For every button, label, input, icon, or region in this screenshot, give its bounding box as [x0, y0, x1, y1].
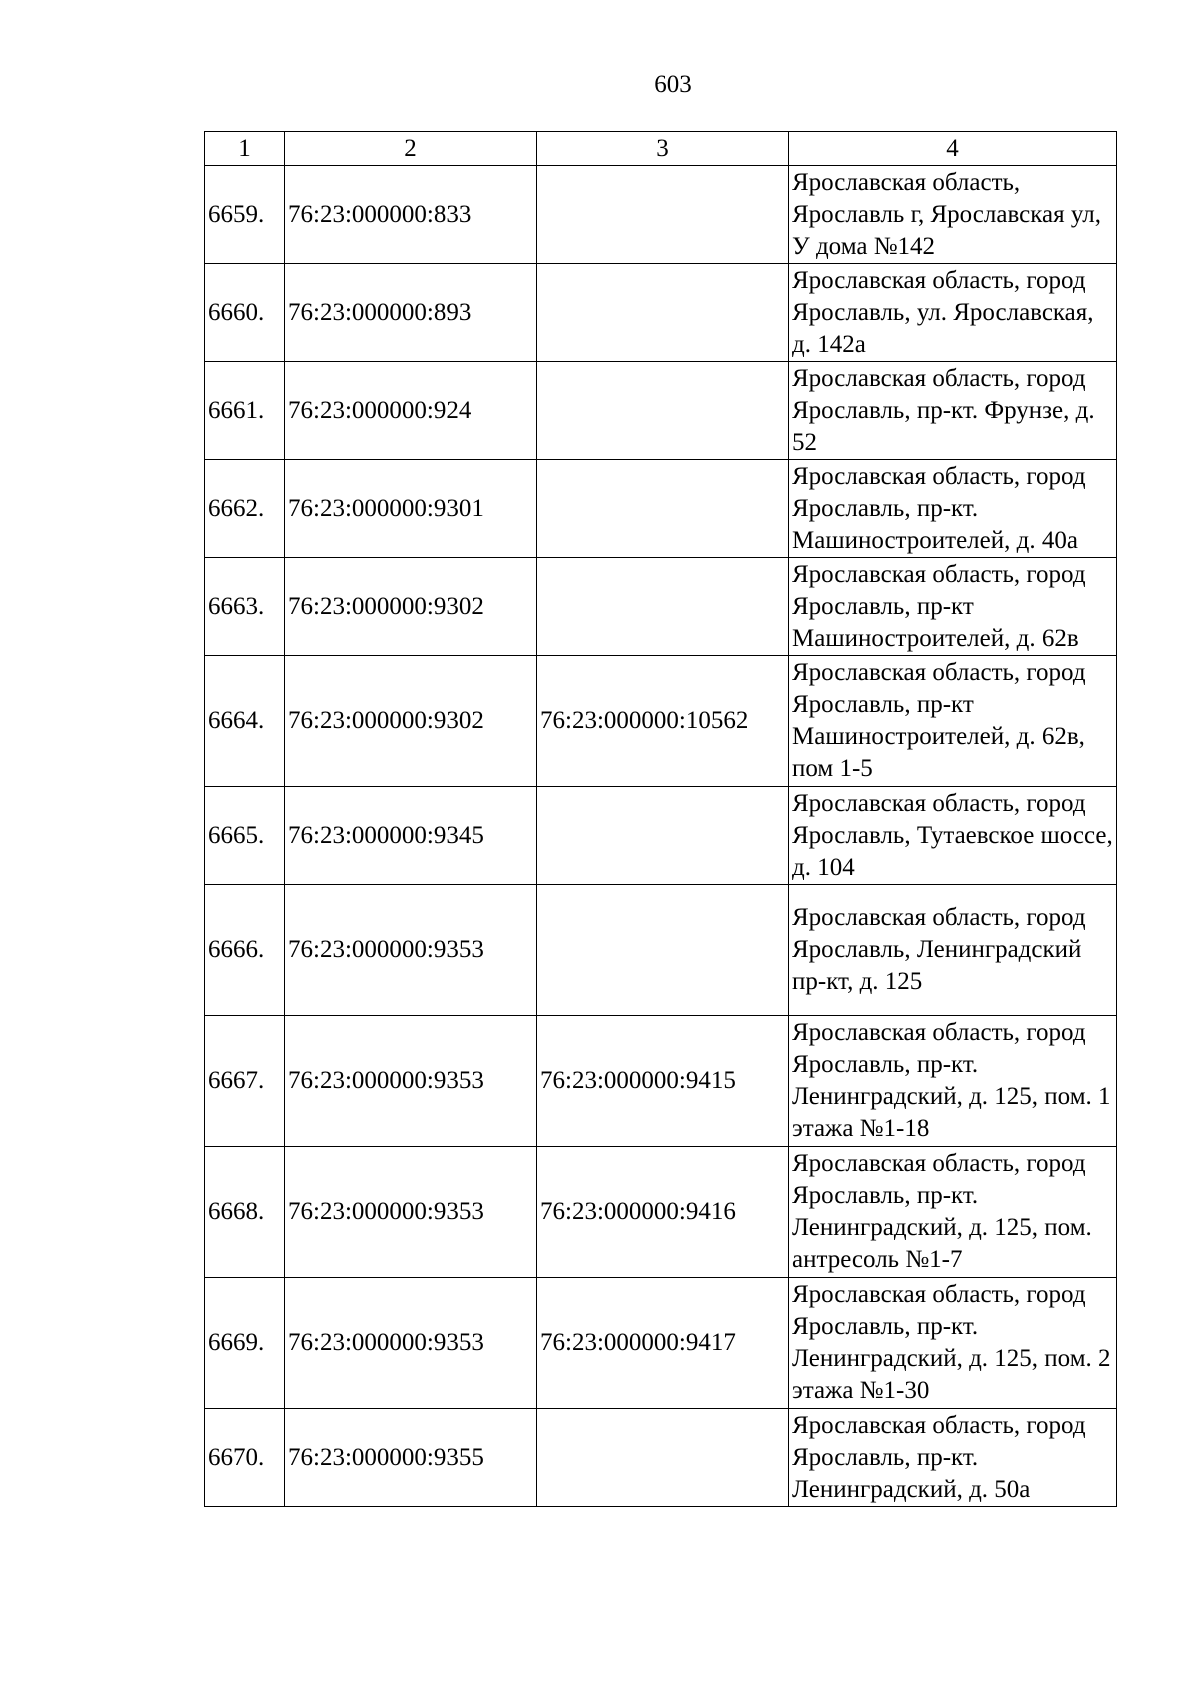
- cadastral-number-cell: 76:23:000000:833: [285, 166, 537, 264]
- header-row: [205, 132, 1117, 166]
- table-row: [205, 1016, 1117, 1147]
- address-cell: Ярославская область, город Ярославль, пр-кт Машиностроителей, д. 62в, пом 1-5: [789, 656, 1117, 787]
- row-number-cell: 6661.: [205, 362, 285, 460]
- table-row: [205, 558, 1117, 656]
- table-row: [205, 885, 1117, 1016]
- sub-cadastral-number-cell: 76:23:000000:9416: [537, 1147, 789, 1278]
- address-cell: Ярославская область, Ярославль г, Ярославская ул, У дома №142: [789, 166, 1117, 264]
- address-cell: Ярославская область, город Ярославль, ул. Ярославская, д. 142а: [789, 264, 1117, 362]
- sub-cadastral-number-cell: [537, 787, 789, 885]
- row-number-cell: 6669.: [205, 1278, 285, 1409]
- header-cell-2: 2: [285, 132, 537, 166]
- sub-cadastral-number-cell: 76:23:000000:9415: [537, 1016, 789, 1147]
- table-row: [205, 1409, 1117, 1507]
- row-number-cell: 6663.: [205, 558, 285, 656]
- sub-cadastral-number-cell: [537, 885, 789, 1016]
- row-number-cell: 6664.: [205, 656, 285, 787]
- cadastral-number-cell: 76:23:000000:9301: [285, 460, 537, 558]
- table-row: [205, 1278, 1117, 1409]
- address-cell: Ярославская область, город Ярославль, пр-кт. Ленинградский, д. 125, пом. 2 этажа №1-30: [789, 1278, 1117, 1409]
- address-cell: Ярославская область, город Ярославль, пр-кт. Фрунзе, д. 52: [789, 362, 1117, 460]
- table-row: [205, 656, 1117, 787]
- row-number-cell: 6666.: [205, 885, 285, 1016]
- cadastral-number-cell: 76:23:000000:9353: [285, 885, 537, 1016]
- sub-cadastral-number-cell: [537, 460, 789, 558]
- address-cell: Ярославская область, город Ярославль, пр-кт. Ленинградский, д. 50а: [789, 1409, 1117, 1507]
- table-row: [205, 264, 1117, 362]
- row-number-cell: 6670.: [205, 1409, 285, 1507]
- sub-cadastral-number-cell: [537, 264, 789, 362]
- table-row: [205, 787, 1117, 885]
- row-number-cell: 6667.: [205, 1016, 285, 1147]
- cadastral-number-cell: 76:23:000000:9353: [285, 1278, 537, 1409]
- cadastral-number-cell: 76:23:000000:924: [285, 362, 537, 460]
- table-body: [205, 166, 1117, 1507]
- cadastral-number-cell: 76:23:000000:9345: [285, 787, 537, 885]
- sub-cadastral-number-cell: [537, 1409, 789, 1507]
- cadastral-number-cell: 76:23:000000:9302: [285, 656, 537, 787]
- header-cell-3: 3: [537, 132, 789, 166]
- row-number-cell: 6668.: [205, 1147, 285, 1278]
- table-row: [205, 166, 1117, 264]
- sub-cadastral-number-cell: [537, 166, 789, 264]
- row-number-cell: 6659.: [205, 166, 285, 264]
- address-cell: Ярославская область, город Ярославль, пр-кт. Ленинградский, д. 125, пом. антресоль №1-7: [789, 1147, 1117, 1278]
- sub-cadastral-number-cell: 76:23:000000:9417: [537, 1278, 789, 1409]
- sub-cadastral-number-cell: [537, 558, 789, 656]
- address-cell: Ярославская область, город Ярославль, пр-кт. Ленинградский, д. 125, пом. 1 этажа №1-18: [789, 1016, 1117, 1147]
- sub-cadastral-number-cell: 76:23:000000:10562: [537, 656, 789, 787]
- table-row: [205, 460, 1117, 558]
- table-row: [205, 1147, 1117, 1278]
- cadastral-number-cell: 76:23:000000:9302: [285, 558, 537, 656]
- address-cell: Ярославская область, город Ярославль, Ленинградский пр-кт, д. 125: [789, 885, 1117, 1016]
- row-number-cell: 6665.: [205, 787, 285, 885]
- row-number-cell: 6662.: [205, 460, 285, 558]
- page-number: 603: [654, 71, 692, 98]
- address-cell: Ярославская область, город Ярославль, Тутаевское шоссе, д. 104: [789, 787, 1117, 885]
- table-row: [205, 362, 1117, 460]
- cadastral-number-cell: 76:23:000000:9353: [285, 1016, 537, 1147]
- cadastral-number-cell: 76:23:000000:893: [285, 264, 537, 362]
- header-cell-4: 4: [789, 132, 1117, 166]
- sub-cadastral-number-cell: [537, 362, 789, 460]
- header-cell-1: 1: [205, 132, 285, 166]
- cadastral-number-cell: 76:23:000000:9355: [285, 1409, 537, 1507]
- registry-table: [204, 131, 1117, 1507]
- address-cell: Ярославская область, город Ярославль, пр-кт. Машиностроителей, д. 40а: [789, 460, 1117, 558]
- cadastral-number-cell: 76:23:000000:9353: [285, 1147, 537, 1278]
- row-number-cell: 6660.: [205, 264, 285, 362]
- address-cell: Ярославская область, город Ярославль, пр-кт Машиностроителей, д. 62в: [789, 558, 1117, 656]
